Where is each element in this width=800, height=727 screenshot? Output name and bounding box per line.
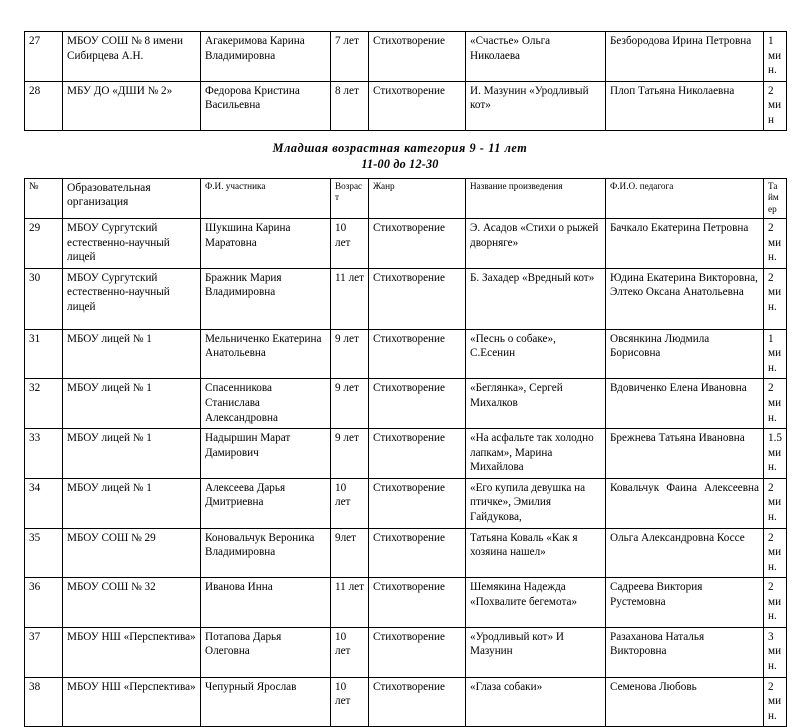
row-number: 31 — [25, 329, 63, 379]
row-participant: Агакеримова Карина Владимировна — [201, 32, 331, 82]
row-teacher: Вдовиченко Елена Ивановна — [606, 379, 764, 429]
table-row — [25, 219, 787, 269]
row-participant: Потапова Дарья Олеговна — [201, 627, 331, 677]
row-teacher: Разаханова Наталья Викторовна — [606, 627, 764, 677]
table-row — [25, 677, 787, 727]
row-number: 30 — [25, 268, 63, 329]
row-number: 29 — [25, 219, 63, 269]
row-timer: 2 мин. — [764, 478, 787, 528]
row-age: 10 лет — [331, 627, 369, 677]
row-participant: Спасенникова Станислава Александровна — [201, 379, 331, 429]
table-row — [25, 578, 787, 628]
row-title: Шемякина Надежда «Похвалите бегемота» — [466, 578, 606, 628]
participants-table — [24, 178, 787, 727]
row-title: Э. Асадов «Стихи о рыжей дворняге» — [466, 219, 606, 269]
row-organization: МБОУ НШ «Перспектива» — [63, 677, 201, 727]
row-timer: 2 мин. — [764, 677, 787, 727]
table-row — [25, 379, 787, 429]
row-organization: МБОУ лицей № 1 — [63, 429, 201, 479]
row-participant: Бражник Мария Владимировна — [201, 268, 331, 329]
row-number: 35 — [25, 528, 63, 578]
row-title: И. Мазунин «Уродливый кот» — [466, 81, 606, 131]
row-title: Б. Захадер «Вредный кот» — [466, 268, 606, 329]
row-timer: 3 мин. — [764, 627, 787, 677]
continued-participants-table — [24, 31, 787, 131]
table-row — [25, 81, 787, 131]
section-heading — [24, 140, 776, 172]
row-organization: МБУ ДО «ДШИ № 2» — [63, 81, 201, 131]
row-title: «На асфальте так холодно лапкам», Марина Михайлова — [466, 429, 606, 479]
column-header-title: Название произведения — [466, 178, 606, 219]
row-organization: МБОУ СОШ № 29 — [63, 528, 201, 578]
row-timer: 2 мин. — [764, 578, 787, 628]
row-genre: Стихотворение — [369, 578, 466, 628]
row-teacher: Бачкало Екатерина Петровна — [606, 219, 764, 269]
column-header-genre: Жанр — [369, 178, 466, 219]
column-header-timer: Таймер — [764, 178, 787, 219]
column-header-organization: Образовательная организация — [63, 178, 201, 219]
row-timer: 2 мин. — [764, 219, 787, 269]
row-teacher: Семенова Любовь — [606, 677, 764, 727]
row-number: 33 — [25, 429, 63, 479]
row-timer: 1.5 мин. — [764, 429, 787, 479]
row-participant: Надыршин Марат Дамирович — [201, 429, 331, 479]
row-participant: Шукшина Карина Маратовна — [201, 219, 331, 269]
row-number: 38 — [25, 677, 63, 727]
row-title: «Беглянка», Сергей Михалков — [466, 379, 606, 429]
row-teacher: Ковальчук Фаина Алексеевна — [606, 478, 764, 528]
row-genre: Стихотворение — [369, 379, 466, 429]
row-age: 9лет — [331, 528, 369, 578]
row-number: 27 — [25, 32, 63, 82]
row-organization: МБОУ лицей № 1 — [63, 329, 201, 379]
column-header-participant: Ф.И. участника — [201, 178, 331, 219]
row-organization: МБОУ НШ «Перспектива» — [63, 627, 201, 677]
row-age: 10 лет — [331, 677, 369, 727]
section-heading-line1: Младшая возрастная категория 9 - 11 лет — [272, 141, 528, 156]
row-teacher: Садреева Виктория Рустемовна — [606, 578, 764, 628]
row-genre: Стихотворение — [369, 627, 466, 677]
row-participant: Мельниченко Екатерина Анатольевна — [201, 329, 331, 379]
row-genre: Стихотворение — [369, 329, 466, 379]
row-teacher: Безбородова Ирина Петровна — [606, 32, 764, 82]
row-organization: МБОУ Сургутский естественно-научный лицей — [63, 268, 201, 329]
continued-table-body — [25, 32, 787, 131]
row-teacher: Юдина Екатерина Викторовна, Элтеко Оксана Анатольевна — [606, 268, 764, 329]
row-age: 8 лет — [331, 81, 369, 131]
row-genre: Стихотворение — [369, 81, 466, 131]
row-age: 9 лет — [331, 329, 369, 379]
column-header-number: № — [25, 178, 63, 219]
row-number: 36 — [25, 578, 63, 628]
row-age: 10 лет — [331, 219, 369, 269]
top-margin-spacer — [24, 0, 776, 31]
row-age: 9 лет — [331, 429, 369, 479]
table-header-row — [25, 178, 787, 219]
row-age: 9 лет — [331, 379, 369, 429]
row-genre: Стихотворение — [369, 677, 466, 727]
table-row — [25, 32, 787, 82]
row-title: «Его купила девушка на птичке», Эмилия Гайдукова, — [466, 478, 606, 528]
row-teacher: Ольга Александровна Коссе — [606, 528, 764, 578]
row-genre: Стихотворение — [369, 429, 466, 479]
row-title: «Песнь о собаке», С.Есенин — [466, 329, 606, 379]
row-participant: Иванова Инна — [201, 578, 331, 628]
row-participant: Коновальчук Вероника Владимировна — [201, 528, 331, 578]
row-title: «Глаза собаки» — [466, 677, 606, 727]
row-title: Татьяна Коваль «Как я хозяина нашел» — [466, 528, 606, 578]
row-title: «Счастье» Ольга Николаева — [466, 32, 606, 82]
row-number: 37 — [25, 627, 63, 677]
row-age: 7 лет — [331, 32, 369, 82]
row-participant: Федорова Кристина Васильевна — [201, 81, 331, 131]
row-genre: Стихотворение — [369, 268, 466, 329]
table-header — [25, 178, 787, 219]
row-organization: МБОУ СОШ № 32 — [63, 578, 201, 628]
row-title: «Уродливый кот» И Мазунин — [466, 627, 606, 677]
row-genre: Стихотворение — [369, 528, 466, 578]
row-genre: Стихотворение — [369, 478, 466, 528]
table-row — [25, 627, 787, 677]
row-organization: МБОУ СОШ № 8 имени Сибирцева А.Н. — [63, 32, 201, 82]
table-body — [25, 219, 787, 727]
column-header-teacher: Ф.И.О. педагога — [606, 178, 764, 219]
row-timer: 2 мин. — [764, 528, 787, 578]
row-age: 11 лет — [331, 268, 369, 329]
row-number: 34 — [25, 478, 63, 528]
row-teacher: Брежнева Татьяна Ивановна — [606, 429, 764, 479]
table-row — [25, 329, 787, 379]
row-age: 10 лет — [331, 478, 369, 528]
row-number: 28 — [25, 81, 63, 131]
row-teacher: Плоп Татьяна Николаевна — [606, 81, 764, 131]
row-age: 11 лет — [331, 578, 369, 628]
row-timer: 1 мин. — [764, 329, 787, 379]
row-number: 32 — [25, 379, 63, 429]
row-participant: Алексеева Дарья Дмитриевна — [201, 478, 331, 528]
row-organization: МБОУ Сургутский естественно-научный лицей — [63, 219, 201, 269]
table-row — [25, 268, 787, 329]
row-timer: 2 мин — [764, 81, 787, 131]
row-timer: 1 мин. — [764, 32, 787, 82]
section-heading-line2: 11-00 до 12-30 — [361, 157, 439, 172]
row-organization: МБОУ лицей № 1 — [63, 379, 201, 429]
table-row — [25, 478, 787, 528]
row-participant: Чепурный Ярослав — [201, 677, 331, 727]
row-organization: МБОУ лицей № 1 — [63, 478, 201, 528]
column-header-age: Возраст — [331, 178, 369, 219]
table-row — [25, 429, 787, 479]
table-row — [25, 528, 787, 578]
row-genre: Стихотворение — [369, 32, 466, 82]
row-teacher: Овсянкина Людмила Борисовна — [606, 329, 764, 379]
row-timer: 2 мин. — [764, 379, 787, 429]
row-genre: Стихотворение — [369, 219, 466, 269]
row-timer: 2 мин. — [764, 268, 787, 329]
